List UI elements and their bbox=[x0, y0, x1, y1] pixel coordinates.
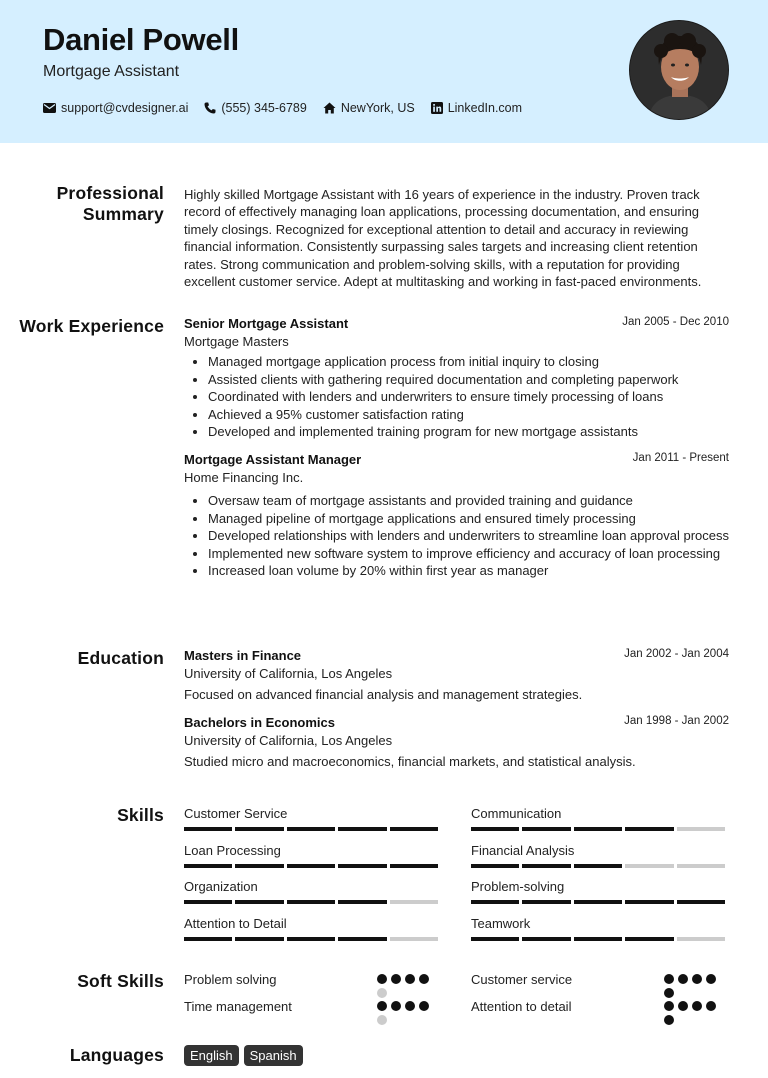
language-badge: Spanish bbox=[244, 1045, 303, 1066]
skill-item bbox=[184, 916, 441, 941]
skill-level-segment bbox=[287, 937, 335, 941]
rating-dot bbox=[377, 974, 387, 984]
language-badge: English bbox=[184, 1045, 239, 1066]
skill-level-segment bbox=[235, 900, 283, 904]
skill-level-bar bbox=[471, 864, 728, 868]
skill-name: Organization bbox=[184, 879, 258, 894]
rating-dot bbox=[706, 974, 716, 984]
job-date: Jan 2005 - Dec 2010 bbox=[622, 316, 729, 328]
job-company: Home Financing Inc. bbox=[184, 470, 304, 485]
skill-level-segment bbox=[677, 937, 725, 941]
job-bullets bbox=[184, 492, 729, 580]
skill-item bbox=[184, 879, 441, 904]
section-title-education: Education bbox=[77, 648, 164, 668]
bullet-item: Coordinated with lenders and underwriters to ensure timely processing of loans bbox=[184, 388, 729, 406]
skill-level-segment bbox=[574, 864, 622, 868]
rating-dot bbox=[692, 1001, 702, 1011]
skill-name: Problem-solving bbox=[471, 879, 565, 894]
skill-level-segment bbox=[522, 937, 570, 941]
section-title-skills: Skills bbox=[117, 805, 164, 825]
rating-dot bbox=[692, 974, 702, 984]
bullet-item: Achieved a 95% customer satisfaction rating bbox=[184, 406, 729, 424]
skill-item bbox=[471, 879, 728, 904]
skill-level-bar bbox=[471, 937, 728, 941]
bullet-item: Developed and implemented training program for new mortgage assistants bbox=[184, 423, 729, 441]
section-title-languages: Languages bbox=[69, 1045, 164, 1065]
skill-level-segment bbox=[235, 864, 283, 868]
skill-level-segment bbox=[390, 864, 438, 868]
contact-linkedin-text: LinkedIn.com bbox=[447, 101, 523, 115]
contact-linkedin[interactable] bbox=[431, 101, 522, 115]
bullet-item: Managed mortgage application process from initial inquiry to closing bbox=[184, 353, 729, 371]
linkedin-icon bbox=[431, 102, 443, 114]
skill-level-segment bbox=[625, 827, 673, 831]
skill-level-segment bbox=[522, 827, 570, 831]
skill-level-segment bbox=[574, 900, 622, 904]
degree-title: Masters in Finance bbox=[184, 648, 302, 663]
envelope-icon bbox=[43, 103, 56, 113]
contact-email[interactable] bbox=[43, 101, 188, 115]
skill-name: Teamwork bbox=[471, 916, 531, 931]
skill-level-bar bbox=[471, 900, 728, 904]
skill-name: Financial Analysis bbox=[471, 843, 575, 858]
soft-skill-name: Problem solving bbox=[184, 972, 277, 987]
skill-name: Attention to Detail bbox=[184, 916, 287, 931]
skill-level-segment bbox=[390, 900, 438, 904]
section-title-soft-skills: Soft Skills bbox=[77, 971, 164, 991]
skill-level-segment bbox=[677, 827, 725, 831]
skill-level-bar bbox=[184, 864, 441, 868]
rating-dot bbox=[377, 1015, 387, 1025]
education-entry bbox=[184, 648, 729, 702]
summary-text: Highly skilled Mortgage Assistant with 16 years of experience in the industry. Proven track record of effectively managing loan applications, processing documentation, and ensuring timely closings. Recognized for exceptional attention to detail and accuracy in reviewing financial information. Consistently surpassing sales targets and increasing client retention rates. Strong communication and problem-solving skills, with a reputation for providing excellent customer service. Adept at multitasking and working in fast-paced environments. bbox=[184, 187, 702, 290]
contact-email-text: support@cvdesigner.ai bbox=[61, 101, 189, 115]
skill-level-segment bbox=[338, 900, 386, 904]
rating-dot bbox=[664, 988, 674, 998]
soft-skill-name: Customer service bbox=[471, 972, 573, 987]
rating-dot bbox=[377, 1001, 387, 1011]
skill-name: Customer Service bbox=[184, 806, 288, 821]
rating-dot bbox=[391, 1001, 401, 1011]
rating-dot bbox=[664, 1001, 674, 1011]
section-title-summary: Professional Summary bbox=[56, 183, 164, 224]
bullet-item: Increased loan volume by 20% within first year as manager bbox=[184, 562, 729, 580]
skill-name: Loan Processing bbox=[184, 843, 281, 858]
education-date: Jan 2002 - Jan 2004 bbox=[624, 648, 729, 660]
soft-skill-rating bbox=[377, 974, 437, 1002]
skill-level-segment bbox=[677, 900, 725, 904]
profile-photo bbox=[629, 20, 729, 120]
skill-level-segment bbox=[471, 937, 519, 941]
bullet-item: Managed pipeline of mortgage applications and ensured timely processing bbox=[184, 510, 729, 528]
rating-dot bbox=[377, 988, 387, 998]
phone-icon bbox=[204, 102, 216, 114]
rating-dot bbox=[419, 1001, 429, 1011]
rating-dot bbox=[405, 974, 415, 984]
skill-level-segment bbox=[184, 827, 232, 831]
rating-dot bbox=[678, 1001, 688, 1011]
rating-dot bbox=[391, 974, 401, 984]
skill-item bbox=[184, 806, 441, 831]
contact-phone[interactable] bbox=[204, 101, 306, 115]
skill-name: Communication bbox=[471, 806, 562, 821]
skill-item bbox=[471, 916, 728, 941]
skill-level-segment bbox=[338, 937, 386, 941]
education-date: Jan 1998 - Jan 2002 bbox=[624, 715, 729, 727]
skill-level-segment bbox=[235, 937, 283, 941]
rating-dot bbox=[706, 1001, 716, 1011]
skill-level-segment bbox=[574, 827, 622, 831]
skill-level-segment bbox=[522, 900, 570, 904]
bullet-item: Assisted clients with gathering required documentation and completing paperwork bbox=[184, 371, 729, 389]
contact-location bbox=[323, 101, 415, 115]
skill-level-bar bbox=[184, 827, 441, 831]
skill-level-bar bbox=[471, 827, 728, 831]
soft-skill-rating bbox=[664, 1001, 724, 1029]
job-title: Senior Mortgage Assistant bbox=[184, 316, 349, 331]
bullet-item: Implemented new software system to improve efficiency and accuracy of loan processing bbox=[184, 545, 729, 563]
skill-level-segment bbox=[625, 900, 673, 904]
job-entry bbox=[184, 316, 729, 441]
job-company: Mortgage Masters bbox=[184, 334, 289, 349]
education-description: Focused on advanced financial analysis and management strategies. bbox=[184, 687, 583, 702]
skill-item bbox=[471, 806, 728, 831]
skill-level-segment bbox=[625, 937, 673, 941]
degree-title: Bachelors in Economics bbox=[184, 715, 335, 730]
skill-level-segment bbox=[287, 827, 335, 831]
bullet-item: Developed relationships with lenders and underwriters to streamline loan approval process bbox=[184, 527, 729, 545]
skill-level-segment bbox=[390, 937, 438, 941]
school-name: University of California, Los Angeles bbox=[184, 666, 393, 681]
skill-level-segment bbox=[471, 827, 519, 831]
skill-level-segment bbox=[677, 864, 725, 868]
education-description: Studied micro and macroeconomics, financial markets, and statistical analysis. bbox=[184, 754, 636, 769]
section-title-experience: Work Experience bbox=[19, 316, 164, 336]
job-entry bbox=[184, 452, 729, 580]
skill-level-segment bbox=[390, 827, 438, 831]
skill-level-segment bbox=[625, 864, 673, 868]
job-date: Jan 2011 - Present bbox=[632, 452, 729, 464]
skill-level-bar bbox=[184, 900, 441, 904]
skill-item bbox=[184, 843, 441, 868]
skill-level-segment bbox=[574, 937, 622, 941]
bullet-item: Oversaw team of mortgage assistants and provided training and guidance bbox=[184, 492, 729, 510]
skill-level-segment bbox=[184, 937, 232, 941]
contact-location-text: NewYork, US bbox=[340, 101, 415, 115]
contact-phone-text: (555) 345-6789 bbox=[221, 101, 307, 115]
job-title: Mortgage Assistant Manager bbox=[184, 452, 362, 467]
rating-dot bbox=[664, 974, 674, 984]
rating-dot bbox=[678, 974, 688, 984]
candidate-title: Mortgage Assistant bbox=[43, 63, 180, 80]
rating-dot bbox=[405, 1001, 415, 1011]
skill-level-segment bbox=[338, 864, 386, 868]
education-entry bbox=[184, 715, 729, 769]
home-icon bbox=[323, 102, 336, 114]
skill-level-segment bbox=[184, 900, 232, 904]
skill-level-segment bbox=[184, 864, 232, 868]
soft-skill-name: Time management bbox=[184, 999, 292, 1014]
skill-level-segment bbox=[287, 900, 335, 904]
skill-item bbox=[471, 843, 728, 868]
contact-list bbox=[43, 101, 538, 115]
soft-skill-rating bbox=[377, 1001, 437, 1029]
rating-dot bbox=[664, 1015, 674, 1025]
rating-dot bbox=[419, 974, 429, 984]
person-portrait-icon bbox=[630, 21, 729, 120]
job-bullets bbox=[184, 353, 729, 441]
skill-level-segment bbox=[235, 827, 283, 831]
language-list bbox=[184, 1045, 308, 1066]
skill-level-bar bbox=[184, 937, 441, 941]
soft-skill-name: Attention to detail bbox=[471, 999, 572, 1014]
header-banner bbox=[0, 0, 768, 143]
candidate-name: Daniel Powell bbox=[43, 22, 239, 57]
soft-skill-rating bbox=[664, 974, 724, 1002]
skill-level-segment bbox=[471, 864, 519, 868]
skill-level-segment bbox=[471, 900, 519, 904]
school-name: University of California, Los Angeles bbox=[184, 733, 393, 748]
skill-level-segment bbox=[338, 827, 386, 831]
skill-level-segment bbox=[522, 864, 570, 868]
skill-level-segment bbox=[287, 864, 335, 868]
